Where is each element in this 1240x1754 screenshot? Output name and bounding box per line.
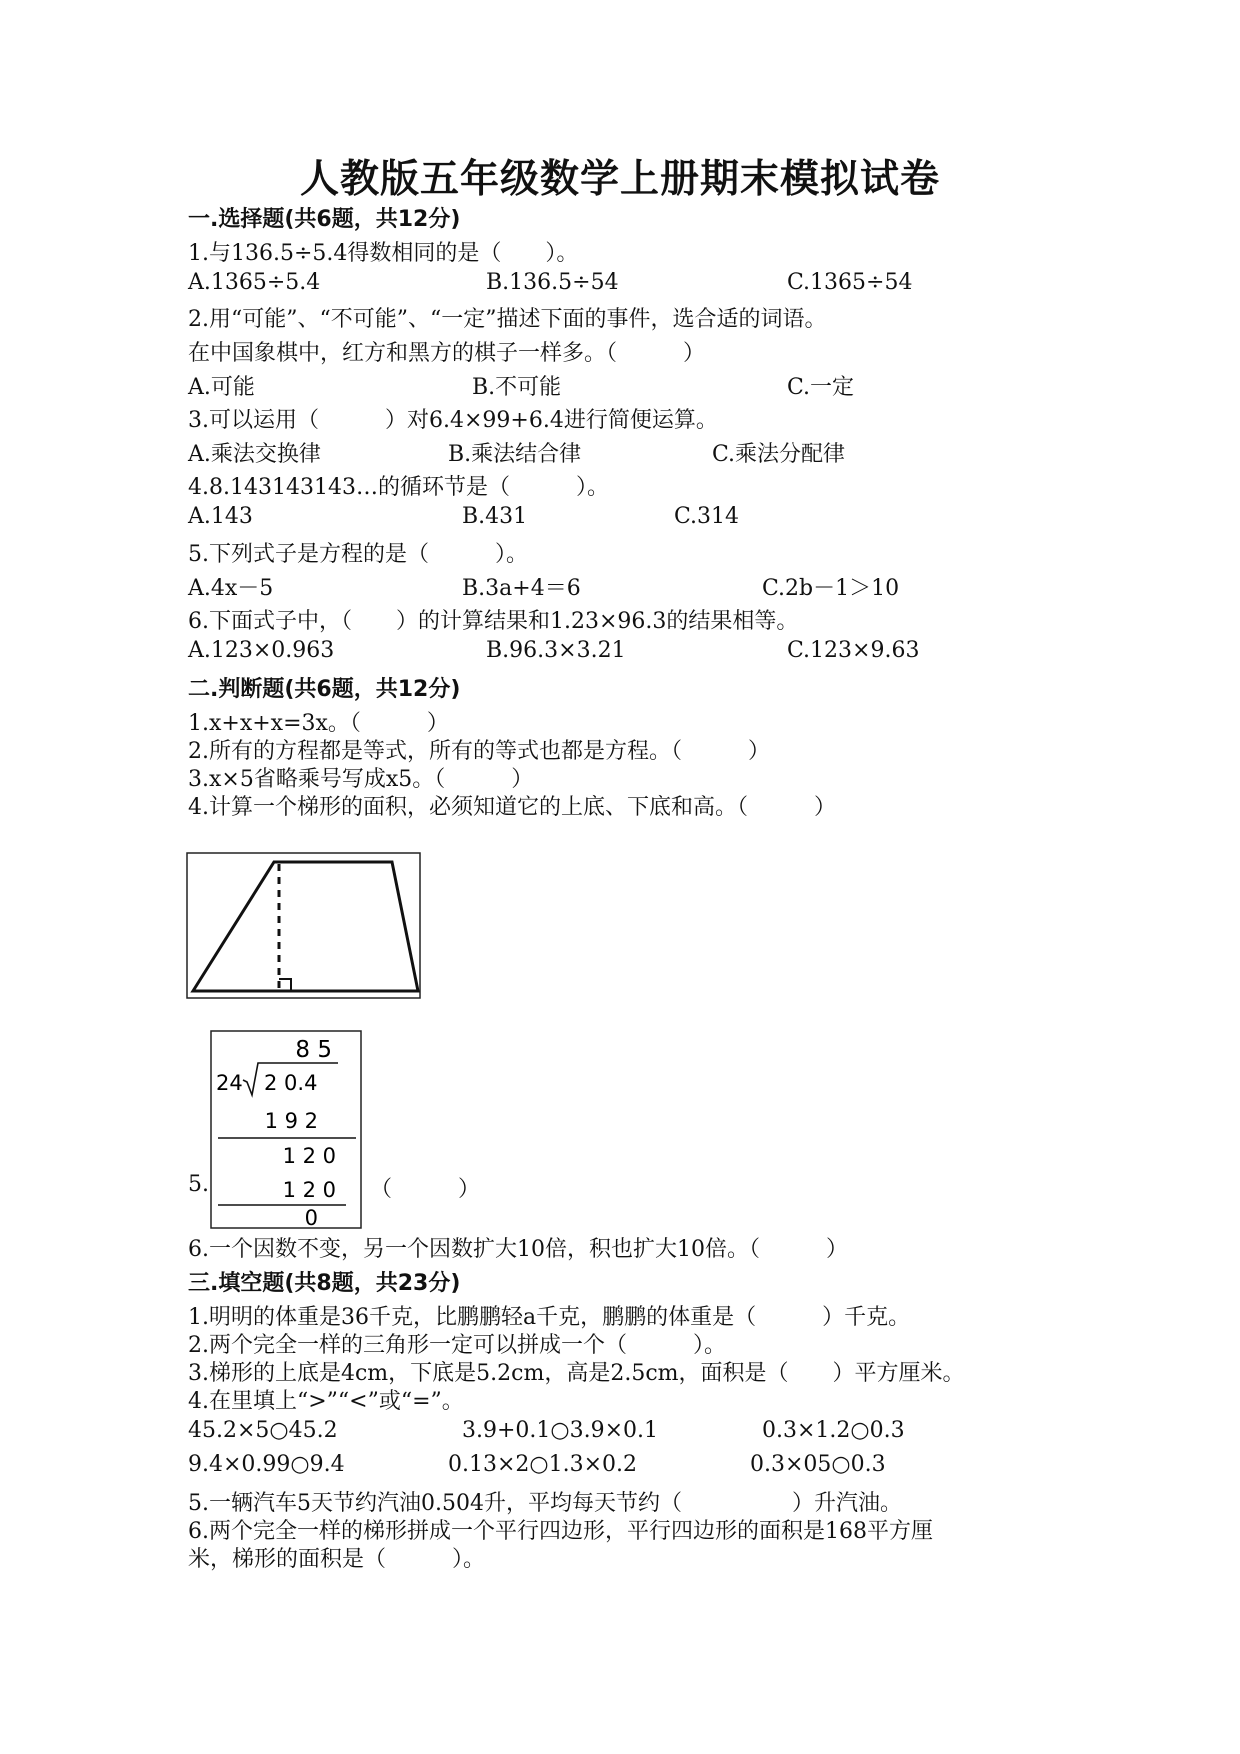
choice-q5-stem: 5.下列式子是方程的是（ ）。	[188, 542, 528, 567]
choice-q3-stem: 3.可以运用（ ）对6.4×99+6.4进行简便运算。	[188, 408, 718, 433]
choice-q1-stem: 1.与136.5÷5.4得数相同的是（ ）。	[188, 241, 579, 266]
fill-q1: 1.明明的体重是36千克，比鹏鹏轻a千克，鹏鹏的体重是（ ）千克。	[188, 1305, 911, 1330]
choice-q6-option-b: B.96.3×3.21	[486, 638, 626, 663]
judge-q4: 4.计算一个梯形的面积，必须知道它的上底、下底和高。（ ）	[188, 795, 836, 820]
division-quotient: 8 5	[295, 1037, 332, 1063]
division-remainder: 0	[304, 1206, 318, 1230]
choice-q5-option-a: A.4x－5	[188, 576, 274, 601]
judge-q2: 2.所有的方程都是等式，所有的等式也都是方程。（ ）	[188, 739, 770, 764]
fill-q2: 2.两个完全一样的三角形一定可以拼成一个（ ）。	[188, 1333, 726, 1358]
choice-q1-option-b: B.136.5÷54	[486, 270, 619, 295]
choice-q5-option-c: C.2b－1＞10	[762, 576, 900, 601]
fill-q6-line-1: 6.两个完全一样的梯形拼成一个平行四边形，平行四边形的面积是168平方厘	[188, 1519, 933, 1544]
section-heading-choice: 一.选择题(共6题，共12分)	[188, 207, 461, 232]
trapezoid-figure	[186, 852, 422, 1000]
judge-q1: 1.x+x+x=3x。（ ）	[188, 711, 449, 736]
choice-q2-stem: 2.用“可能”、“不可能”、“一定”描述下面的事件，选合适的词语。	[188, 307, 827, 332]
choice-q2-option-b: B.不可能	[472, 375, 562, 400]
choice-q2-option-c: C.一定	[787, 375, 855, 400]
judge-q3: 3.x×5省略乘号写成x5。（ ）	[188, 767, 534, 792]
judge-q5-number: 5.	[188, 1172, 209, 1197]
choice-q4-option-b: B.431	[462, 504, 528, 529]
choice-q1-option-c: C.1365÷54	[787, 270, 913, 295]
division-step-3: 1 2 0	[282, 1178, 336, 1202]
division-step-1: 1 9 2	[264, 1109, 318, 1133]
choice-q6-option-c: C.123×9.63	[787, 638, 920, 663]
choice-q3-option-b: B.乘法结合律	[448, 442, 582, 467]
choice-q6-stem: 6.下面式子中，（ ）的计算结果和1.23×96.3的结果相等。	[188, 609, 799, 634]
choice-q6-option-a: A.123×0.963	[188, 638, 335, 663]
fill-q4-row2-item3: 0.3×05○0.3	[750, 1452, 886, 1477]
section-heading-judge: 二.判断题(共6题，共12分)	[188, 677, 461, 702]
fill-q4-row1-item3: 0.3×1.2○0.3	[762, 1418, 905, 1443]
judge-q6: 6.一个因数不变，另一个因数扩大10倍，积也扩大10倍。（ ）	[188, 1237, 848, 1262]
choice-q4-stem: 4.8.143143143…的循环节是（ ）。	[188, 475, 609, 500]
choice-q5-option-b: B.3a+4＝6	[462, 576, 581, 601]
fill-q4-row2-item2: 0.13×2○1.3×0.2	[448, 1452, 638, 1477]
judge-q5-paren: （ ）	[370, 1177, 481, 1202]
fill-q4-row1-item2: 3.9+0.1○3.9×0.1	[462, 1418, 659, 1443]
section-heading-fill: 三.填空题(共8题，共23分)	[188, 1271, 461, 1296]
choice-q2-stem-2: 在中国象棋中，红方和黑方的棋子一样多。（ ）	[188, 341, 706, 366]
choice-q3-option-c: C.乘法分配律	[712, 442, 846, 467]
choice-q2-option-a: A.可能	[188, 375, 255, 400]
long-division-figure	[210, 1030, 362, 1230]
division-dividend: 2 0.4	[264, 1071, 318, 1095]
page-title: 人教版五年级数学上册期末模拟试卷	[299, 156, 940, 202]
division-divisor: 24	[216, 1071, 243, 1095]
choice-q1-option-a: A.1365÷5.4	[188, 270, 321, 295]
fill-q4-row1-item1: 45.2×5○45.2	[188, 1418, 338, 1443]
fill-q5: 5.一辆汽车5天节约汽油0.504升，平均每天节约（ ）升汽油。	[188, 1491, 902, 1516]
division-step-2: 1 2 0	[282, 1144, 336, 1168]
choice-q4-option-c: C.314	[674, 504, 740, 529]
fill-q6-line-2: 米，梯形的面积是（ ）。	[188, 1547, 486, 1572]
fill-q4: 4.在里填上“>”“<”或“=”。	[188, 1389, 464, 1414]
choice-q4-option-a: A.143	[188, 504, 253, 529]
choice-q3-option-a: A.乘法交换律	[188, 442, 321, 467]
fill-q4-row2-item1: 9.4×0.99○9.4	[188, 1452, 345, 1477]
fill-q3: 3.梯形的上底是4cm，下底是5.2cm，高是2.5cm，面积是（ ）平方厘米。	[188, 1361, 965, 1386]
